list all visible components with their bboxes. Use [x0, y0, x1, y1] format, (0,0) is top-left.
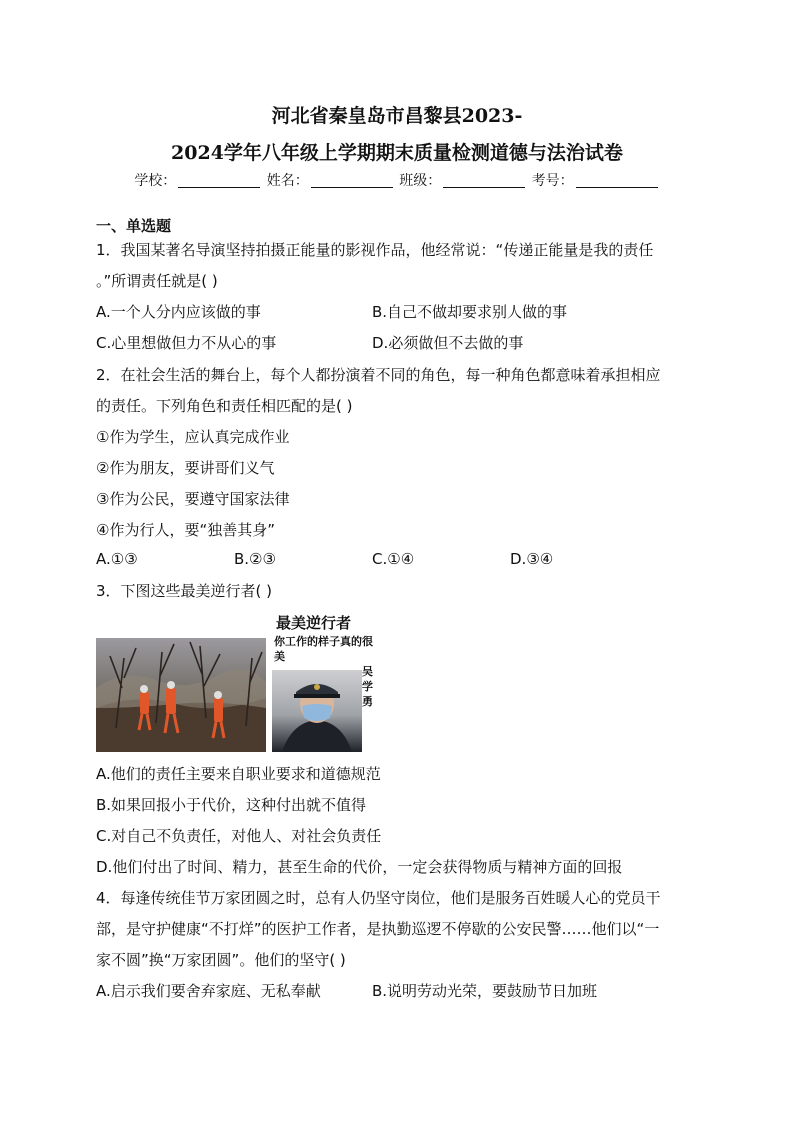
- q2-statement-3: ③作为公民，要遵守国家法律: [96, 490, 290, 508]
- name-label: 姓名：: [266, 173, 309, 189]
- class-blank: [443, 173, 525, 188]
- student-info-row: [0, 170, 794, 190]
- q2-option-a[interactable]: A.①③: [96, 550, 138, 568]
- figure-title: 最美逆行者: [276, 614, 352, 632]
- q2-statement-4: ④作为行人，要“独善其身”: [96, 521, 275, 539]
- q4-option-b[interactable]: B.说明劳动光荣，要鼓励节日加班: [372, 982, 598, 1000]
- q2-statement-2: ②作为朋友，要讲哥们义气: [96, 459, 275, 477]
- section-heading: 一、单选题: [96, 217, 172, 235]
- q4-stem-line-2: 部，是守护健康“不打烊”的医护工作者，是执勤巡逻不停歇的公安民警……他们以“一: [96, 920, 660, 938]
- q1-stem-line-1: 1．我国某著名导演坚持拍摄正能量的影视作品，他经常说：“传递正能量是我的责任: [96, 241, 654, 259]
- q1-option-c[interactable]: C.心里想做但力不从心的事: [96, 334, 277, 352]
- school-blank: [178, 173, 260, 188]
- q3-figure: [96, 612, 386, 754]
- exam-number-blank: [576, 173, 658, 188]
- q2-option-b[interactable]: B.②③: [234, 550, 276, 568]
- q4-option-a[interactable]: A.启示我们要舍弃家庭、无私奉献: [96, 982, 321, 1000]
- q1-option-a[interactable]: A.一个人分内应该做的事: [96, 303, 261, 321]
- q3-stem: 3．下图这些最美逆行者( ): [96, 582, 273, 600]
- q4-stem-line-3: 家不圆”换“万家团圆”。他们的坚守( ): [96, 951, 346, 969]
- q4-stem-line-1: 4．每逢传统佳节万家团圆之时，总有人仍坚守岗位，他们是服务百姓暖人心的党员干: [96, 889, 661, 907]
- q2-options-row: [96, 550, 553, 568]
- exam-title-line-2: 2024学年八年级上学期期末质量检测道德与法治试卷: [171, 142, 623, 164]
- firefighters-photo: [96, 638, 266, 752]
- q1-option-b[interactable]: B.自己不做却要求别人做的事: [372, 303, 568, 321]
- police-officer-photo: [272, 670, 362, 752]
- q2-option-c[interactable]: C.①④: [372, 550, 415, 568]
- exam-title-line-1: 河北省秦皇岛市昌黎县2023-: [271, 105, 523, 127]
- q3-option-a[interactable]: A.他们的责任主要来自职业要求和道德规范: [96, 765, 381, 783]
- q1-options-row-1: [96, 301, 567, 322]
- figure-subtitle: 你工作的样子真的很美: [274, 635, 373, 663]
- name-blank: [311, 173, 393, 188]
- q1-options-row-2: [96, 332, 523, 353]
- figure-person-name: 吴学勇: [362, 665, 373, 708]
- q2-option-d[interactable]: D.③④: [510, 550, 554, 568]
- q4-options-row: [96, 980, 597, 1001]
- q3-option-d[interactable]: D.他们付出了时间、精力，甚至生命的代价，一定会获得物质与精神方面的回报: [96, 858, 623, 876]
- q2-stem-line-2: 的责任。下列角色和责任相匹配的是( ): [96, 397, 353, 415]
- q1-option-d[interactable]: D.必须做但不去做的事: [372, 334, 524, 352]
- class-label: 班级：: [399, 173, 442, 189]
- q2-stem-line-1: 2．在社会生活的舞台上，每个人都扮演着不同的角色，每一种角色都意味着承担相应: [96, 366, 661, 384]
- school-label: 学校：: [134, 173, 177, 189]
- exam-number-label: 考号：: [531, 173, 574, 189]
- q3-option-c[interactable]: C.对自己不负责任，对他人、对社会负责任: [96, 827, 382, 845]
- q2-statement-1: ①作为学生，应认真完成作业: [96, 428, 290, 446]
- q1-stem-line-2: 。”所谓责任就是( ): [96, 272, 218, 290]
- q3-option-b[interactable]: B.如果回报小于代价，这种付出就不值得: [96, 796, 367, 814]
